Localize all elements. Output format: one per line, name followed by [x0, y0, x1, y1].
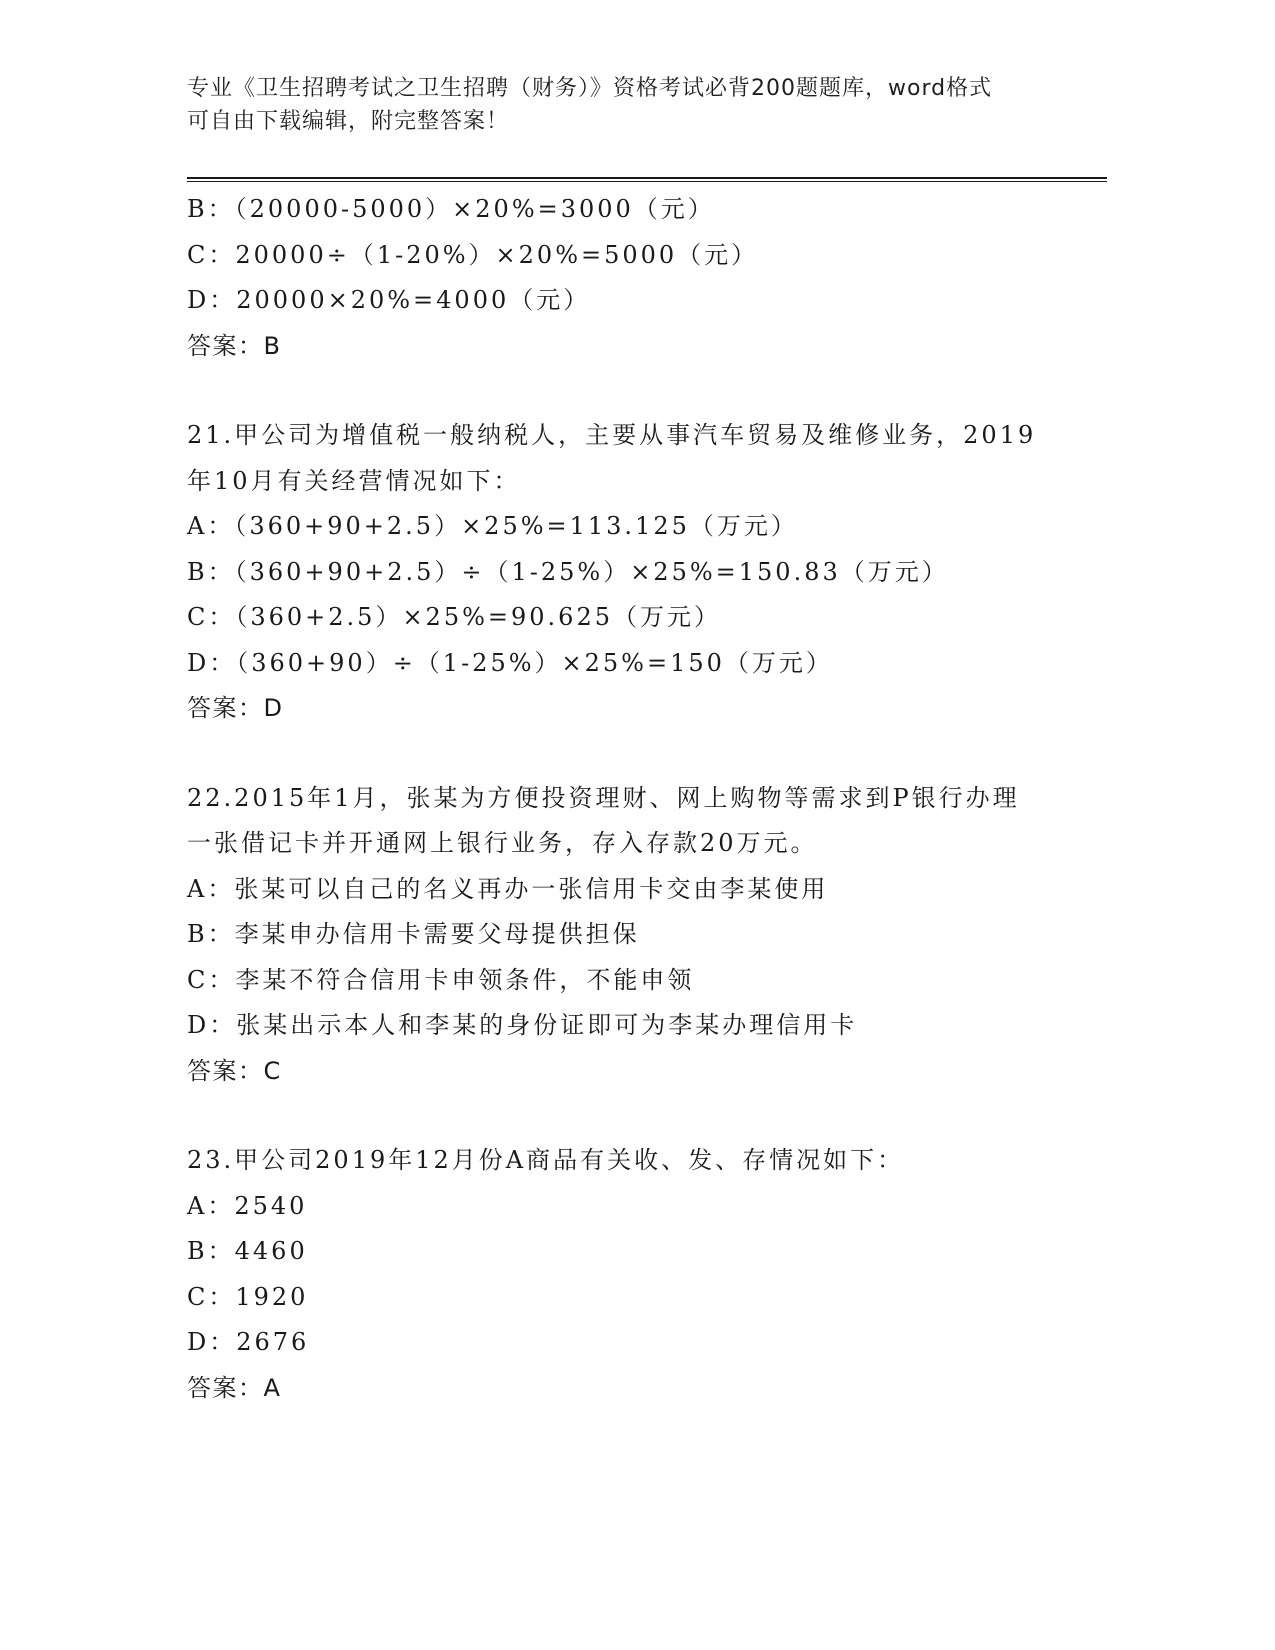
question-stem: 一张借记卡并开通网上银行业务，存入存款20万元。: [187, 829, 818, 857]
header-divider-thin: [187, 181, 1107, 182]
header-title-line-1: 专业《卫生招聘考试之卫生招聘（财务）》资格考试必背200题题库，word格式: [187, 76, 993, 101]
question-stem: 22.2015年1月，张某为方便投资理财、网上购物等需求到P银行办理: [187, 783, 1020, 812]
document-header: [187, 72, 1087, 138]
option-b: B：4460: [187, 1237, 308, 1265]
header-title-line-2: 可自由下载编辑，附完整答案！: [187, 109, 510, 134]
option-d: D：（360+90）÷（1-25%）×25%=150（万元）: [187, 648, 833, 677]
option-d: D：2676: [187, 1328, 310, 1356]
header-divider-thick: [187, 177, 1107, 179]
option-d: D：20000×20%=4000（元）: [187, 286, 591, 314]
answer: 答案：A: [187, 1373, 282, 1402]
spacer: [187, 1094, 1087, 1138]
option-d: D：张某出示本人和李某的身份证即可为李某办理信用卡: [187, 1011, 858, 1039]
option-a: A：2540: [187, 1191, 308, 1220]
option-a: A：（360+90+2.5）×25%=113.125（万元）: [187, 512, 798, 540]
answer: 答案：B: [187, 331, 282, 360]
option-c: C：（360+2.5）×25%=90.625（万元）: [187, 603, 721, 631]
question-stem: 21.甲公司为增值税一般纳税人，主要从事汽车贸易及维修业务，2019: [187, 421, 1037, 449]
question-23: [187, 1138, 1087, 1411]
option-b: B：李某申办信用卡需要父母提供担保: [187, 920, 640, 948]
answer: 答案：D: [187, 694, 284, 722]
spacer: [187, 369, 1087, 413]
question-stem: 23.甲公司2019年12月份A商品有关收、发、存情况如下：: [187, 1146, 905, 1174]
question-21: [187, 413, 1087, 732]
option-a: A：张某可以自己的名义再办一张信用卡交由李某使用: [187, 874, 829, 903]
option-c: C：20000÷（1-20%）×20%=5000（元）: [187, 240, 759, 269]
question-stem: 年10月有关经营情况如下：: [187, 466, 521, 495]
answer: 答案：C: [187, 1056, 282, 1085]
option-c: C：李某不符合信用卡申领条件，不能申领: [187, 965, 695, 994]
question-list: [187, 187, 1087, 1411]
spacer: [187, 732, 1087, 776]
option-b: B：（20000-5000）×20%=3000（元）: [187, 195, 715, 223]
question-20: [187, 187, 1087, 369]
question-22: [187, 776, 1087, 1095]
option-c: C：1920: [187, 1282, 309, 1311]
option-b: B：（360+90+2.5）÷（1-25%）×25%=150.83（万元）: [187, 557, 949, 586]
